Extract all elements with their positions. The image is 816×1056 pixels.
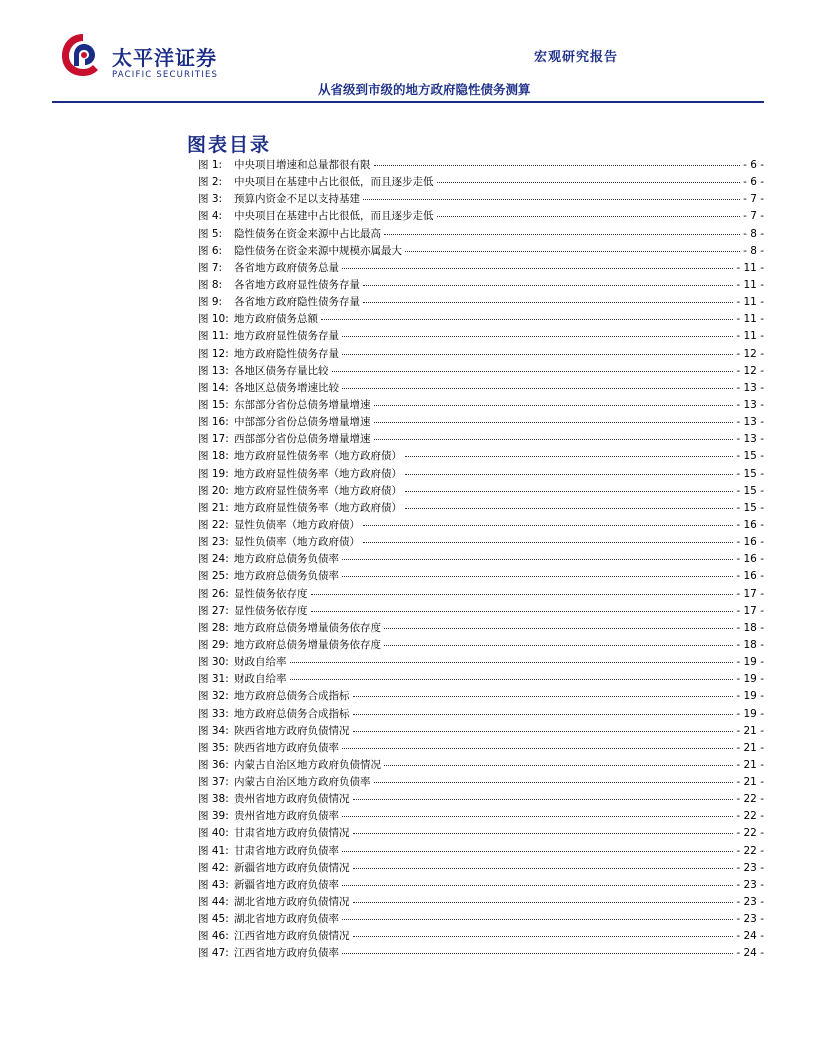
toc-item-label: 图 39: <box>198 810 229 823</box>
toc-item-label: 图 14: <box>198 381 229 394</box>
toc-item-title: 显性负债率（地方政府债） <box>234 536 360 549</box>
toc-item-title: 陕西省地方政府负债情况 <box>234 724 350 737</box>
toc-item-page: - 16 - <box>736 536 764 549</box>
toc-item[interactable] <box>198 877 764 894</box>
report-title: 从省级到市级的地方政府隐性债务测算 <box>318 82 531 97</box>
toc-item[interactable] <box>198 706 764 723</box>
toc-item-title: 内蒙古自治区地方政府负债率 <box>234 776 371 789</box>
toc-leader-dots <box>342 807 733 817</box>
toc-item-page: - 13 - <box>736 381 764 394</box>
toc-item-page: - 11 - <box>736 313 764 326</box>
toc-item[interactable] <box>198 226 764 243</box>
toc-leader-dots <box>290 670 734 680</box>
toc-leader-dots <box>353 790 734 800</box>
toc-leader-dots <box>363 533 733 543</box>
brand-name-en: PACIFIC SECURITIES <box>112 70 219 80</box>
toc-item-label: 图 17: <box>198 433 229 446</box>
toc-leader-dots <box>363 190 740 200</box>
toc-item-title: 地方政府隐性债务存量 <box>234 347 339 360</box>
toc-item-label: 图 9: <box>198 296 223 309</box>
toc-item[interactable] <box>198 466 764 483</box>
toc-item-page: - 21 - <box>736 724 764 737</box>
toc-item-label: 图 36: <box>198 758 229 771</box>
toc-leader-dots <box>374 156 741 166</box>
toc-item-page: - 15 - <box>736 501 764 514</box>
toc-item-page: - 21 - <box>736 758 764 771</box>
toc-leader-dots <box>374 413 734 423</box>
toc-item-label: 图 20: <box>198 484 229 497</box>
toc-item[interactable] <box>198 586 764 603</box>
toc-item-page: - 22 - <box>736 793 764 806</box>
toc-item-page: - 6 - <box>743 159 764 171</box>
toc-item-label: 图 26: <box>198 587 229 600</box>
toc-item[interactable] <box>198 431 764 448</box>
toc-item-label: 图 5: <box>198 227 223 240</box>
toc-item-title: 地方政府总债务负债率 <box>234 553 339 566</box>
toc-item-label: 图 41: <box>198 844 229 857</box>
toc-item-title: 各省地方政府显性债务存量 <box>234 278 360 291</box>
toc-item-page: - 7 - <box>743 193 764 206</box>
toc-item[interactable] <box>198 945 764 962</box>
toc-leader-dots <box>363 516 733 526</box>
toc-item-page: - 15 - <box>736 467 764 480</box>
toc-item-label: 图 25: <box>198 570 229 583</box>
toc-item-title: 地方政府总债务合成指标 <box>234 690 350 703</box>
toc-item-label: 图 15: <box>198 398 229 411</box>
toc-item-label: 图 23: <box>198 536 229 549</box>
toc-item[interactable] <box>198 603 764 620</box>
toc-leader-dots <box>311 602 734 612</box>
toc-item-page: - 17 - <box>736 604 764 617</box>
toc-item-label: 图 46: <box>198 930 229 943</box>
toc-item-title: 甘肃省地方政府负债情况 <box>234 827 350 840</box>
toc-item-label: 图 24: <box>198 553 229 566</box>
toc-item-label: 图 47: <box>198 947 229 960</box>
toc-item-page: - 13 - <box>736 398 764 411</box>
toc-item-label: 图 38: <box>198 793 229 806</box>
toc-item-page: - 16 - <box>736 518 764 531</box>
toc-item-label: 图 42: <box>198 861 229 874</box>
toc-item[interactable] <box>198 191 764 208</box>
toc-item-title: 地方政府显性债务率（地方政府债） <box>234 450 402 463</box>
toc-leader-dots <box>342 876 733 886</box>
toc-item-page: - 15 - <box>736 450 764 463</box>
toc-item-label: 图 34: <box>198 724 229 737</box>
toc-item-page: - 23 - <box>736 913 764 926</box>
toc-item-label: 图 35: <box>198 741 229 754</box>
toc-item-title: 各省地方政府隐性债务存量 <box>234 296 360 309</box>
toc-item-label: 图 27: <box>198 604 229 617</box>
toc-item-label: 图 43: <box>198 878 229 891</box>
toc-item-label: 图 21: <box>198 501 229 514</box>
toc-item-title: 地方政府总债务增量债务依存度 <box>234 621 381 634</box>
toc-item-title: 显性债务依存度 <box>234 587 308 600</box>
toc-item-page: - 11 - <box>736 278 764 291</box>
toc-item[interactable] <box>198 157 764 174</box>
toc-leader-dots <box>353 687 734 697</box>
toc-item-label: 图 37: <box>198 776 229 789</box>
toc-item-label: 图 13: <box>198 364 229 377</box>
toc-leader-dots <box>342 944 733 954</box>
toc-item[interactable] <box>198 483 764 500</box>
toc-item-title: 新疆省地方政府负债情况 <box>234 861 350 874</box>
toc-item[interactable] <box>198 500 764 517</box>
toc-item[interactable] <box>198 843 764 860</box>
toc-item-title: 各地区总债务增速比较 <box>234 381 339 394</box>
toc-item-title: 预算内资金不足以支持基建 <box>234 193 360 206</box>
toc-item-label: 图 45: <box>198 913 229 926</box>
toc-item-page: - 12 - <box>736 347 764 360</box>
toc-item-label: 图 7: <box>198 261 223 274</box>
toc-item-label: 图 2: <box>198 176 223 189</box>
toc-leader-dots <box>374 773 734 783</box>
toc-item-title: 地方政府债务总额 <box>234 313 318 326</box>
toc-item-page: - 6 - <box>743 176 764 189</box>
toc-item-title: 显性债务依存度 <box>234 604 308 617</box>
toc-item-label: 图 29: <box>198 638 229 651</box>
toc-leader-dots <box>321 310 733 320</box>
toc-item-page: - 23 - <box>736 878 764 891</box>
toc-item-label: 图 1: <box>198 159 223 171</box>
toc-item[interactable] <box>198 688 764 705</box>
toc-leader-dots <box>342 327 733 337</box>
toc-heading: 图表目录 <box>187 134 272 156</box>
toc-item-page: - 8 - <box>743 244 764 257</box>
toc-leader-dots <box>437 207 741 217</box>
toc-item-page: - 13 - <box>736 433 764 446</box>
toc-item-label: 图 3: <box>198 193 223 206</box>
toc-item[interactable] <box>198 671 764 688</box>
toc-item-title: 西部部分省份总债务增量增速 <box>234 433 371 446</box>
toc-leader-dots <box>353 722 734 732</box>
toc-item-label: 图 11: <box>198 330 229 343</box>
toc-item[interactable] <box>198 294 764 311</box>
toc-item-page: - 16 - <box>736 570 764 583</box>
toc-item-title: 财政自给率 <box>234 656 287 669</box>
toc-leader-dots <box>353 927 734 937</box>
page-header <box>0 0 816 108</box>
toc-item-page: - 19 - <box>736 673 764 686</box>
toc-item[interactable] <box>198 414 764 431</box>
toc-item[interactable] <box>198 448 764 465</box>
toc-leader-dots <box>353 893 734 903</box>
toc-leader-dots <box>353 705 734 715</box>
toc-item[interactable] <box>198 328 764 345</box>
toc-item-title: 地方政府显性债务率（地方政府债） <box>234 484 402 497</box>
toc-item-title: 内蒙古自治区地方政府负债情况 <box>234 758 381 771</box>
toc-leader-dots <box>405 482 733 492</box>
toc-item-title: 各地区债务存量比较 <box>234 364 329 377</box>
toc-leader-dots <box>342 259 733 269</box>
toc-item-title: 财政自给率 <box>234 673 287 686</box>
toc-leader-dots <box>384 756 733 766</box>
toc-item-label: 图 18: <box>198 450 229 463</box>
toc-item[interactable] <box>198 534 764 551</box>
figure-toc-list <box>198 157 764 963</box>
toc-item-title: 隐性债务在资金来源中占比最高 <box>234 227 381 240</box>
toc-leader-dots <box>437 173 741 183</box>
toc-leader-dots <box>342 379 733 389</box>
toc-item[interactable] <box>198 911 764 928</box>
toc-item[interactable] <box>198 208 764 225</box>
toc-item-label: 图 12: <box>198 347 229 360</box>
toc-item[interactable] <box>198 363 764 380</box>
toc-item[interactable] <box>198 740 764 757</box>
toc-item-label: 图 8: <box>198 278 223 291</box>
toc-item-page: - 15 - <box>736 484 764 497</box>
toc-item-title: 湖北省地方政府负债率 <box>234 913 339 926</box>
toc-leader-dots <box>290 653 734 663</box>
toc-item-page: - 21 - <box>736 776 764 789</box>
toc-leader-dots <box>342 550 733 560</box>
toc-item[interactable] <box>198 894 764 911</box>
toc-item[interactable] <box>198 791 764 808</box>
toc-item-page: - 22 - <box>736 810 764 823</box>
toc-item-label: 图 44: <box>198 896 229 909</box>
toc-item-title: 新疆省地方政府负债率 <box>234 878 339 891</box>
toc-item-page: - 11 - <box>736 261 764 274</box>
toc-item-label: 图 30: <box>198 656 229 669</box>
toc-item[interactable] <box>198 380 764 397</box>
toc-item-title: 显性负债率（地方政府债） <box>234 518 360 531</box>
toc-item-label: 图 31: <box>198 673 229 686</box>
toc-leader-dots <box>405 447 733 457</box>
toc-item-title: 陕西省地方政府负债率 <box>234 741 339 754</box>
toc-leader-dots <box>342 345 733 355</box>
toc-item-title: 中央项目在基建中占比很低，而且逐步走低 <box>234 176 434 189</box>
toc-item-label: 图 40: <box>198 827 229 840</box>
toc-item-title: 中部部分省份总债务增量增速 <box>234 416 371 429</box>
toc-item[interactable] <box>198 860 764 877</box>
toc-item-title: 甘肃省地方政府负债率 <box>234 844 339 857</box>
toc-item-title: 地方政府总债务负债率 <box>234 570 339 583</box>
toc-item[interactable] <box>198 757 764 774</box>
toc-item[interactable] <box>198 311 764 328</box>
toc-leader-dots <box>311 585 734 595</box>
toc-item[interactable] <box>198 397 764 414</box>
toc-item-label: 图 16: <box>198 416 229 429</box>
toc-item-title: 地方政府总债务增量债务依存度 <box>234 638 381 651</box>
toc-leader-dots <box>353 824 734 834</box>
toc-item-label: 图 10: <box>198 313 229 326</box>
toc-leader-dots <box>353 859 734 869</box>
toc-item-page: - 8 - <box>743 227 764 240</box>
toc-item[interactable] <box>198 568 764 585</box>
toc-item-page: - 24 - <box>736 947 764 960</box>
toc-item[interactable] <box>198 825 764 842</box>
toc-item-page: - 18 - <box>736 638 764 651</box>
toc-item[interactable] <box>198 637 764 654</box>
pacific-securities-logo-icon <box>58 30 108 80</box>
toc-item-page: - 21 - <box>736 741 764 754</box>
toc-item-title: 江西省地方政府负债情况 <box>234 930 350 943</box>
toc-item-title: 地方政府显性债务率（地方政府债） <box>234 467 402 480</box>
toc-leader-dots <box>332 362 734 372</box>
toc-item-page: - 17 - <box>736 587 764 600</box>
toc-item-page: - 22 - <box>736 827 764 840</box>
toc-item-title: 各省地方政府债务总量 <box>234 261 339 274</box>
toc-leader-dots <box>342 842 733 852</box>
toc-item-title: 湖北省地方政府负债情况 <box>234 896 350 909</box>
toc-leader-dots <box>363 293 733 303</box>
report-type: 宏观研究报告 <box>533 50 618 65</box>
toc-item-label: 图 22: <box>198 518 229 531</box>
toc-leader-dots <box>342 910 733 920</box>
toc-item[interactable] <box>198 517 764 534</box>
toc-item[interactable] <box>198 243 764 260</box>
toc-item-label: 图 32: <box>198 690 229 703</box>
toc-item-page: - 19 - <box>736 707 764 720</box>
toc-item-page: - 12 - <box>736 364 764 377</box>
header-divider <box>52 101 764 103</box>
toc-leader-dots <box>384 636 733 646</box>
toc-leader-dots <box>374 396 734 406</box>
toc-leader-dots <box>374 430 734 440</box>
toc-item-title: 地方政府显性债务率（地方政府债） <box>234 501 402 514</box>
toc-item-label: 图 33: <box>198 707 229 720</box>
toc-item-page: - 19 - <box>736 656 764 669</box>
toc-item-title: 中央项目增速和总量都很有限 <box>234 159 371 171</box>
toc-item-title: 贵州省地方政府负债率 <box>234 810 339 823</box>
toc-item-page: - 16 - <box>736 553 764 566</box>
toc-leader-dots <box>405 242 740 252</box>
toc-item[interactable] <box>198 808 764 825</box>
toc-item-title: 东部部分省份总债务增量增速 <box>234 398 371 411</box>
toc-leader-dots <box>405 465 733 475</box>
toc-item[interactable] <box>198 774 764 791</box>
toc-item-title: 地方政府显性债务存量 <box>234 330 339 343</box>
toc-item[interactable] <box>198 723 764 740</box>
toc-item-page: - 23 - <box>736 896 764 909</box>
toc-item[interactable] <box>198 346 764 363</box>
toc-leader-dots <box>384 619 733 629</box>
toc-item-title: 中央项目在基建中占比很低，而且逐步走低 <box>234 210 434 223</box>
toc-item-label: 图 28: <box>198 621 229 634</box>
toc-item-page: - 7 - <box>743 210 764 223</box>
toc-leader-dots <box>342 739 733 749</box>
toc-item[interactable] <box>198 277 764 294</box>
toc-item[interactable] <box>198 551 764 568</box>
toc-item-title: 隐性债务在资金来源中规模亦属最大 <box>234 244 402 257</box>
toc-item-label: 图 6: <box>198 244 223 257</box>
toc-item-page: - 18 - <box>736 621 764 634</box>
toc-item[interactable] <box>198 928 764 945</box>
toc-item-page: - 11 - <box>736 330 764 343</box>
toc-leader-dots <box>363 276 733 286</box>
toc-item[interactable] <box>198 174 764 191</box>
toc-item[interactable] <box>198 620 764 637</box>
toc-item-label: 图 19: <box>198 467 229 480</box>
toc-item-title: 江西省地方政府负债率 <box>234 947 339 960</box>
toc-leader-dots <box>405 499 733 509</box>
toc-item-page: - 22 - <box>736 844 764 857</box>
toc-item-title: 地方政府总债务合成指标 <box>234 707 350 720</box>
toc-item-page: - 13 - <box>736 416 764 429</box>
toc-leader-dots <box>384 225 740 235</box>
brand-name-cn: 太平洋证券 <box>112 46 217 70</box>
toc-item-title: 贵州省地方政府负债情况 <box>234 793 350 806</box>
toc-item-page: - 23 - <box>736 861 764 874</box>
toc-item-label: 图 4: <box>198 210 223 223</box>
toc-leader-dots <box>342 567 733 577</box>
toc-item-page: - 24 - <box>736 930 764 943</box>
toc-item[interactable] <box>198 654 764 671</box>
toc-item[interactable] <box>198 260 764 277</box>
toc-item-page: - 11 - <box>736 296 764 309</box>
toc-item-page: - 19 - <box>736 690 764 703</box>
